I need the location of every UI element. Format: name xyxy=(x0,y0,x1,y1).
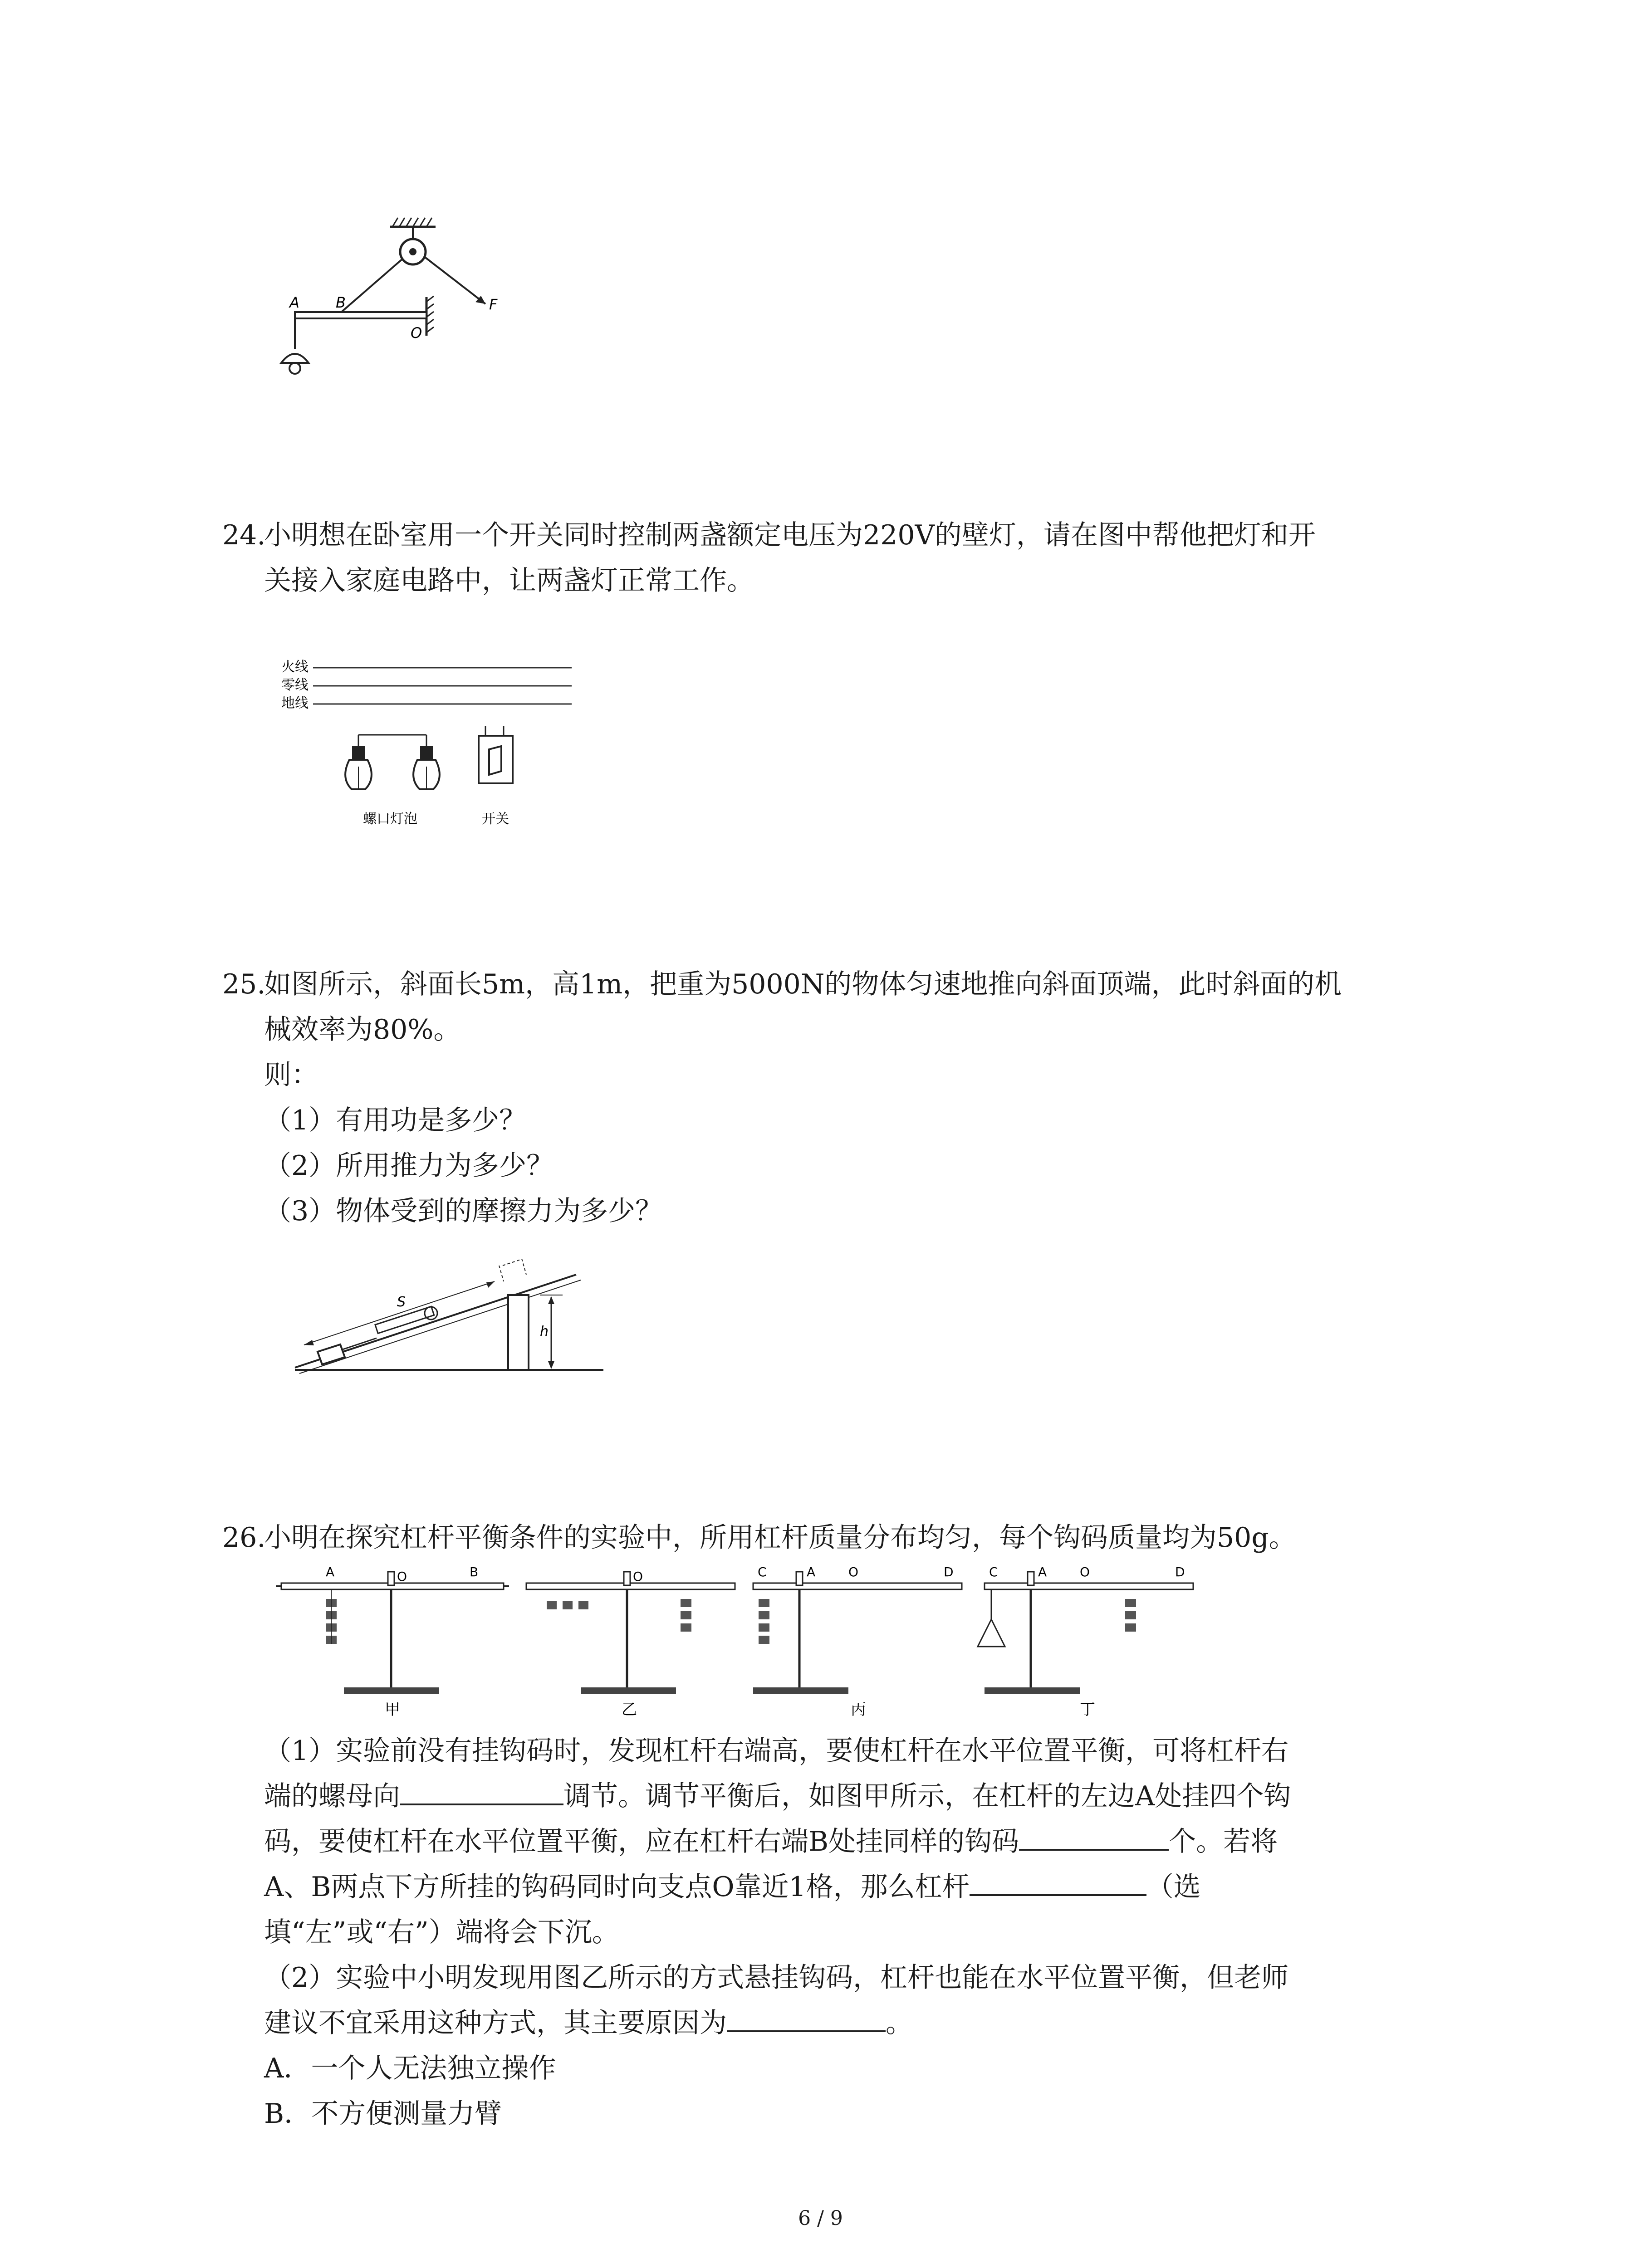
point-A: A xyxy=(807,1564,816,1579)
label-jia: 甲 xyxy=(385,1701,400,1719)
label-A: A xyxy=(289,294,299,311)
circuit-figure xyxy=(272,653,590,844)
question-26: 26.小明在探究杠杆平衡条件的实验中，所用杠杆质量分布均匀，每个钩码质量均为50g。 xyxy=(222,1515,1493,1560)
page-number: 6 / 9 xyxy=(798,2207,843,2230)
setup-bing xyxy=(753,1564,962,1719)
bulbs-label: 螺口灯泡 xyxy=(363,811,417,827)
setup-ding xyxy=(978,1564,1193,1719)
point-C: C xyxy=(758,1564,767,1579)
setup-jia xyxy=(276,1564,509,1719)
answer-blank[interactable] xyxy=(727,2003,886,2032)
label-F: F xyxy=(489,296,498,313)
point-D: D xyxy=(1175,1564,1185,1579)
point-D: D xyxy=(944,1564,954,1579)
point-O: O xyxy=(1080,1564,1090,1579)
ground-wire-label: 地线 xyxy=(281,695,309,711)
point-A: A xyxy=(326,1564,335,1579)
point-B: B xyxy=(470,1564,479,1579)
option-B: B．不方便测量力臂 xyxy=(264,2098,502,2130)
switch-label: 开关 xyxy=(482,811,509,827)
live-wire-label: 火线 xyxy=(281,659,309,675)
bulb-right-icon xyxy=(413,735,440,789)
point-O: O xyxy=(633,1569,643,1584)
question-number: 24. xyxy=(222,519,266,551)
height-label: h xyxy=(540,1324,549,1339)
question-number: 25. xyxy=(222,968,266,1000)
point-A: A xyxy=(1038,1564,1047,1579)
incline-figure xyxy=(277,1238,608,1388)
label-ding: 丁 xyxy=(1080,1701,1095,1719)
label-yi: 乙 xyxy=(622,1701,637,1719)
label-bing: 丙 xyxy=(851,1701,866,1719)
question-26-body: （1）实验前没有挂钩码时，发现杠杆右端高，要使杠杆在水平位置平衡，可将杠杆右 端的螺母向 调节。调节平衡后，如图甲所示，在杠杆的左边A处挂四个钩 码，要使杠杆在水平位置平衡，应在杠杆右端B处挂同样的钩码 个。若将 A、B两点下方所挂的钩码同时向支点O靠近1格，那么杠杆 （选 填“左”或“右”）端将会下沉。 （2）实验中小明发现用图乙所示的方式悬挂钩码，杠杆也能在水平位置平衡，但老师 建议不宜采用这种方式，其主要原因为 。 A．一个人无法独立操作 B．不方便测量力臂 xyxy=(222,1728,1538,2136)
question-24: 24.小明想在卧室用一个开关同时控制两盏额定电压为220V的壁灯，请在图中帮他把灯和开 关接入家庭电路中，让两盏灯正常工作。 xyxy=(222,513,1447,603)
lever-experiment-figure xyxy=(272,1551,1207,1724)
point-O: O xyxy=(397,1569,407,1584)
answer-blank[interactable] xyxy=(1019,1822,1169,1851)
answer-blank[interactable] xyxy=(970,1867,1146,1896)
switch-icon xyxy=(479,726,513,783)
neutral-wire-label: 零线 xyxy=(281,677,309,693)
answer-blank[interactable] xyxy=(400,1776,563,1805)
question-25: 25.如图所示，斜面长5m，高1m，把重为5000N的物体匀速地推向斜面顶端，此时斜面的机 械效率为80%。 则： （1）有用功是多少？ （2）所用推力为多少？ （3）物体受到的摩擦力为多少？ xyxy=(222,962,1447,1234)
setup-yi xyxy=(526,1569,735,1719)
option-A: A．一个人无法独立操作 xyxy=(264,2053,556,2084)
length-label: S xyxy=(397,1294,406,1310)
label-B: B xyxy=(336,294,346,311)
question-number: 26. xyxy=(222,1522,266,1554)
point-C: C xyxy=(989,1564,998,1579)
label-O: O xyxy=(411,324,422,342)
point-O: O xyxy=(848,1564,859,1579)
lever-lamp-figure xyxy=(272,213,526,395)
